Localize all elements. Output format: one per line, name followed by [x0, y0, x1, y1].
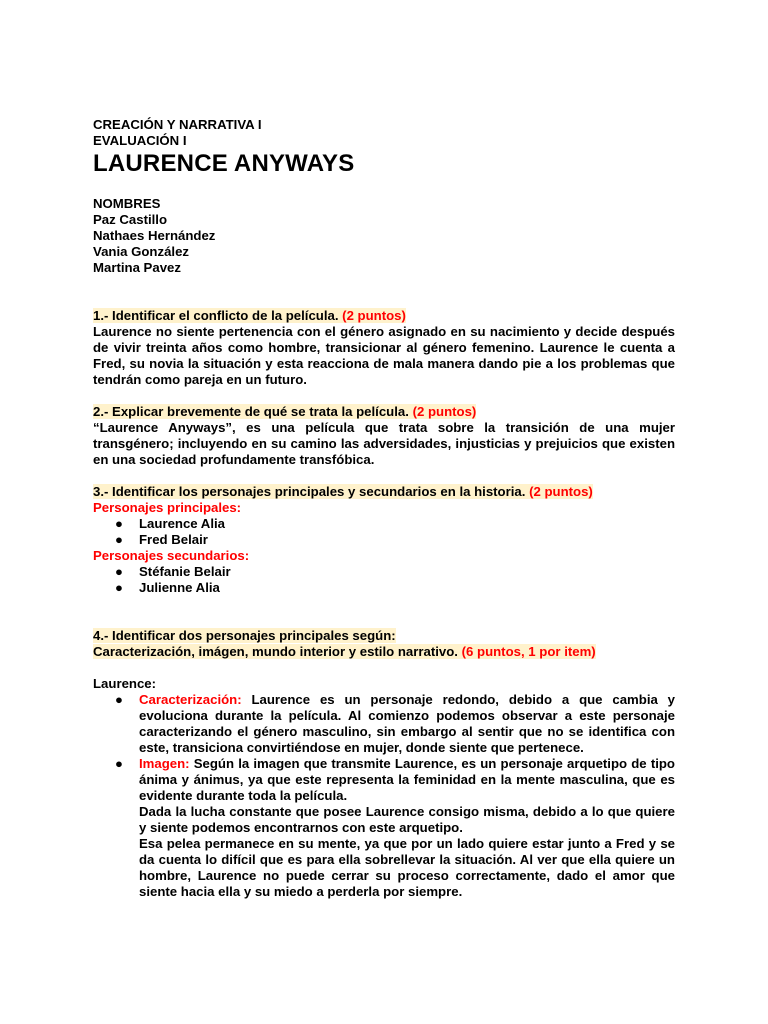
question-3-label: 3.- Identificar los personajes principales y secundarios en la historia. — [93, 484, 526, 499]
question-2 — [93, 404, 675, 468]
bullet-icon: ● — [115, 564, 123, 579]
bullet-icon: ● — [115, 516, 123, 531]
question-1-label: 1.- Identificar el conflicto de la película. — [93, 308, 339, 323]
question-1-text — [93, 308, 406, 323]
character-label: Laurence: — [93, 676, 157, 691]
evaluation-label: EVALUACIÓN I — [93, 133, 187, 148]
list-item — [93, 580, 675, 596]
question-2-label: 2.- Explicar brevemente de qué se trata la película. — [93, 404, 409, 419]
names-label: NOMBRES — [93, 196, 161, 211]
item-text: Según la imagen que transmite Laurence, es un personaje arquetipo de tipo ánima y ánimus, ya que este representa la feminidad en la mente masculina, que es evidente durante toda la película. — [139, 756, 675, 803]
question-4-points: (6 puntos, 1 por item) — [461, 644, 596, 659]
principal-characters-label: Personajes principales: — [93, 500, 242, 515]
question-4-line-2 — [93, 644, 596, 659]
document-page — [93, 117, 675, 900]
character-name: Stéfanie Belair — [139, 564, 231, 579]
name-item: Martina Pavez — [93, 260, 181, 275]
question-3 — [93, 484, 675, 596]
character-name: Laurence Alia — [139, 516, 225, 531]
secondary-characters-list — [93, 564, 675, 596]
principal-characters-list — [93, 516, 675, 548]
item-text: Laurence es un personaje redondo, debido a que cambia y evoluciona durante la película. Al comienzo podemos observar a este personaje caracterizando el género masculino, sin embargo al sentir que no se identifica con este, transiciona convirtiéndose en mujer, donde siente que pertenece. — [139, 692, 675, 755]
question-4-line-1: 4.- Identificar dos personajes principales según: — [93, 628, 396, 643]
answer-1: Laurence no siente pertenencia con el género asignado en su nacimiento y decide después de vivir treinta años como hombre, transicionar al género femenino. Laurence le cuenta a Fred, su novia la situación y esta reacciona de mala manera dando pie a los problemas que tendrán como pareja en un futuro. — [93, 324, 675, 387]
name-item: Nathaes Hernández — [93, 228, 216, 243]
item-label: Caracterización: — [139, 692, 242, 707]
analysis-characterization — [139, 692, 675, 756]
name-item: Vania González — [93, 244, 190, 259]
analysis-paragraph: Esa pelea permanece en su mente, ya que por un lado quiere estar junto a Fred y se da cuenta lo difícil que es para ella sobrellevar la situación. Al ver que ella quiere un hombre, Laurence no puede cerrar su proceso correctamente, dado el amor que siente hacia ella y su miedo a perderla por siempre. — [139, 836, 675, 899]
question-2-points: (2 puntos) — [412, 404, 477, 419]
question-3-points: (2 puntos) — [529, 484, 593, 499]
question-4-criteria: Caracterización, imágen, mundo interior y estilo narrativo. — [93, 644, 458, 659]
list-item — [93, 532, 675, 548]
question-4 — [93, 628, 675, 660]
names-section — [93, 196, 675, 276]
bullet-icon: ● — [115, 692, 123, 707]
character-analysis — [93, 676, 675, 900]
list-item — [93, 756, 675, 900]
bullet-icon: ● — [115, 756, 123, 771]
character-name: Fred Belair — [139, 532, 208, 547]
analysis-image — [139, 756, 675, 804]
answer-2: “Laurence Anyways”, es una película que trata sobre la transición de una mujer transgénero; incluyendo en su camino las adversidades, injusticias y prejuicios que existen en una sociedad profundamente transfóbica. — [93, 420, 675, 467]
course-name: CREACIÓN Y NARRATIVA I — [93, 117, 262, 132]
list-item — [93, 516, 675, 532]
question-1-points: (2 puntos) — [342, 308, 406, 323]
secondary-characters-label: Personajes secundarios: — [93, 548, 250, 563]
name-item: Paz Castillo — [93, 212, 168, 227]
question-1 — [93, 308, 675, 388]
list-item — [93, 692, 675, 756]
bullet-icon: ● — [115, 580, 123, 595]
character-name: Julienne Alia — [139, 580, 220, 595]
analysis-paragraph: Dada la lucha constante que posee Laurence consigo misma, debido a lo que quiere y siente podemos encontrarnos con este arquetipo. — [139, 804, 675, 835]
item-label: Imagen: — [139, 756, 190, 771]
question-2-text — [93, 404, 476, 419]
list-item — [93, 564, 675, 580]
analysis-list — [93, 692, 675, 900]
question-3-text — [93, 484, 593, 499]
document-title: LAURENCE ANYWAYS — [93, 150, 355, 177]
bullet-icon: ● — [115, 532, 123, 547]
